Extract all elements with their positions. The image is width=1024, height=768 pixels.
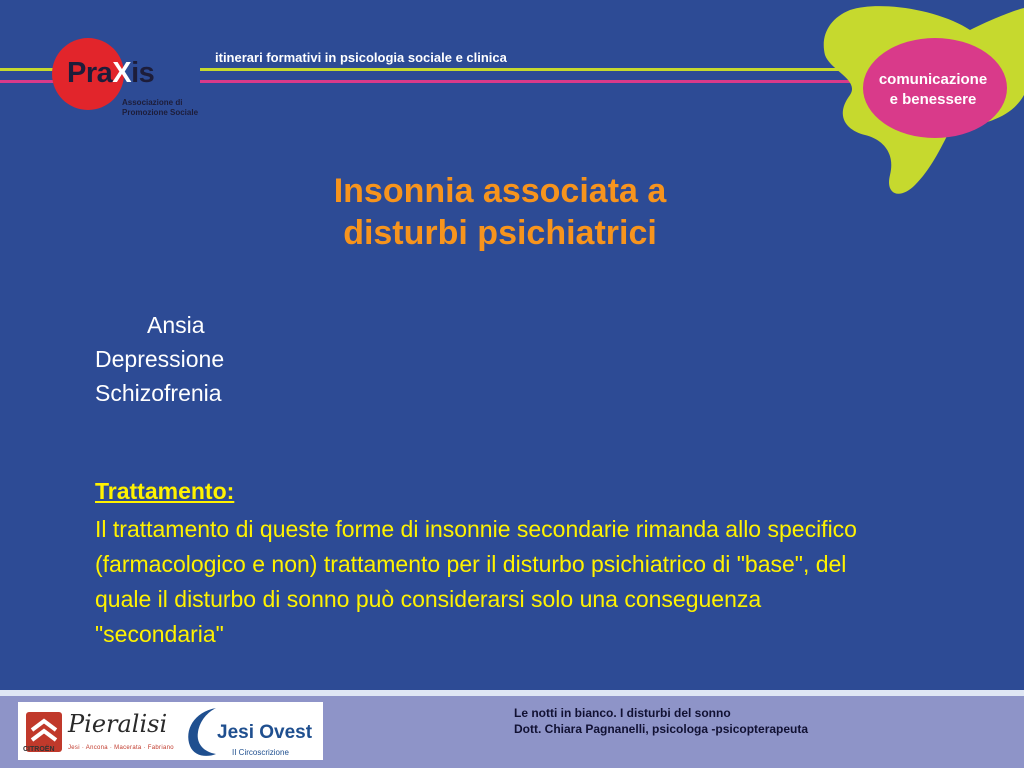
header-badge-line2: e benessere [889,91,977,108]
slide-title-line1: Insonnia associata a [333,172,667,210]
treatment-heading: Trattamento: [95,478,235,504]
header-tagline: itinerari formativi in psicologia sociale e clinica [215,50,507,65]
sponsor-jesi-ovest-subtitle: II Circoscrizione [232,748,289,757]
condition-item: Depressione [95,346,225,372]
praxis-logo-subtitle-line1: Associazione di [122,98,183,107]
praxis-logo-text: PraXis [67,57,155,89]
sponsor-jesi-ovest: Jesi Ovest [217,722,313,743]
footer-caption-line1: Le notti in bianco. I disturbi del sonno [514,706,731,720]
condition-item: Ansia [147,312,205,338]
header-badge-line1: comunicazione [878,71,988,88]
footer-caption [514,705,808,737]
header-stripe-pink-left [0,80,60,83]
header-badge [858,70,1008,110]
praxis-logo-subtitle-line2: Promozione Sociale [122,108,199,117]
slide-title-line2: disturbi psichiatrici [343,214,657,252]
sponsor-pieralisi-subtitle: Jesi · Ancona · Macerata · Fabriano [68,745,174,751]
condition-item: Schizofrenia [95,380,222,406]
footer-caption-line2: Dott. Chiara Pagnanelli, psicologa -psicopterapeuta [514,722,809,736]
header-stripe-pink [200,80,880,83]
jesi-ovest-swoosh-icon [182,704,222,760]
header-stripe-green-left [0,68,60,71]
citroen-label: CITROËN [23,746,55,753]
treatment-body: Il trattamento di queste forme di insonnie secondarie rimanda allo specifico (farmacologico e non) trattamento per il disturbo psichiatrico di "base", del quale il disturbo di sonno può considerarsi solo una conseguenza "secondaria" [95,516,857,647]
slide-title [200,170,800,254]
sponsor-pieralisi: Pieralisi [68,710,168,738]
praxis-logo-x: X [112,57,132,89]
praxis-logo-subtitle [122,98,222,118]
